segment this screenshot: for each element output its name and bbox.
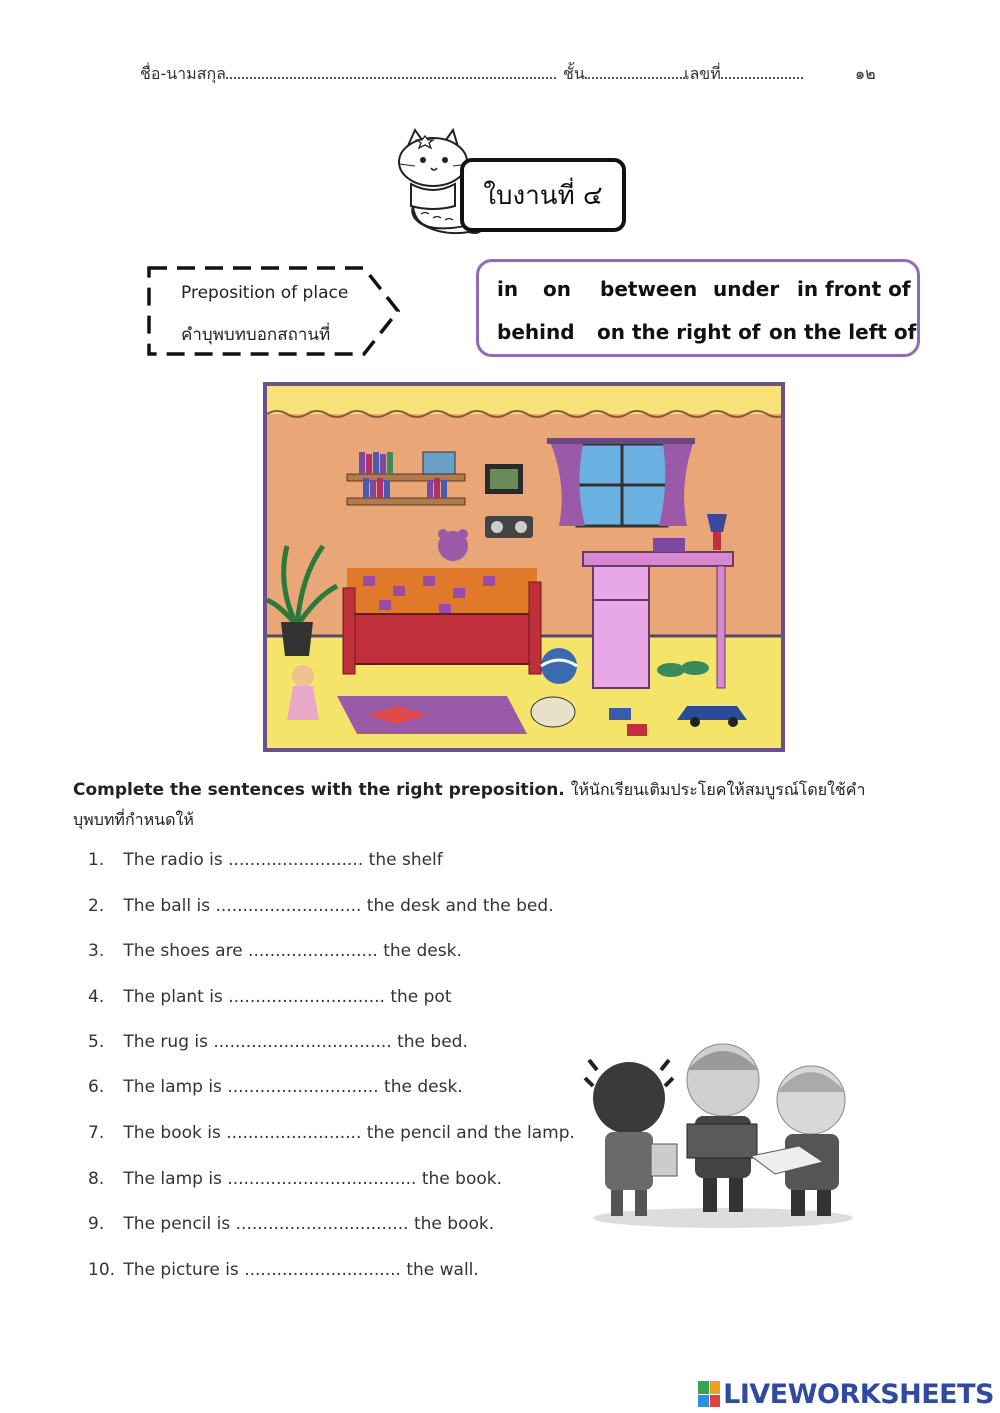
liveworksheets-logo[interactable] [698,1377,994,1411]
question-number: 9. [88,1214,105,1234]
question-item [88,1214,494,1234]
answer-blank[interactable]: ................................... [227,1169,417,1189]
worksheet-title-area [385,126,635,238]
question-text: The lamp is [123,1169,222,1189]
answer-blank[interactable]: ............................. [244,1260,401,1280]
question-item [88,896,554,916]
word-bank-item: on [543,277,571,301]
bedroom-drawing [267,386,781,748]
question-text: The plant is [123,987,223,1007]
class-field[interactable] [563,62,685,87]
student-info-header [0,62,1000,92]
question-number: 3. [88,941,105,961]
answer-blank[interactable]: ........................... [215,896,362,916]
word-bank-item: on the right of [597,320,761,344]
word-bank [476,259,920,357]
answer-blank[interactable]: ................................ [235,1214,409,1234]
word-bank-item: on the left of [769,320,917,344]
question-text: the pot [390,987,452,1007]
question-number: 8. [88,1169,105,1189]
question-item [88,1032,468,1052]
question-item [88,1123,575,1143]
question-text: The shoes are [123,941,243,961]
liveworksheets-logo-icon [698,1381,720,1407]
question-text: The ball is [123,896,211,916]
question-text: The radio is [123,850,223,870]
instructions-english: Complete the sentences with the right preposition. [73,780,565,800]
question-text: The picture is [123,1260,239,1280]
page-number: ๑๒ [855,64,876,83]
topic-thai: คำบุพบทบอกสถานที่ [181,325,331,345]
children-reading-illustration [583,1026,865,1230]
question-text: the shelf [368,850,443,870]
question-item [88,1260,479,1280]
question-text: the book. [421,1169,503,1189]
class-label: ชั้น [563,64,585,83]
question-number: 2. [88,896,105,916]
topic-english: Preposition of place [181,283,349,303]
question-text: the book. [413,1214,495,1234]
answer-blank[interactable]: ............................ [227,1077,379,1097]
question-text: the bed. [397,1032,468,1052]
question-item [88,850,443,870]
word-bank-item: under [713,277,780,301]
question-number: 4. [88,987,105,1007]
question-item [88,987,452,1007]
question-text: the desk. [383,941,462,961]
topic-label-box [146,265,406,357]
worksheet-title: ใบงานที่ ๔ [460,158,626,232]
answer-blank[interactable]: ........................ [248,941,378,961]
number-field[interactable] [684,62,803,87]
question-number: 1. [88,850,105,870]
brand-name: LIVEWORKSHEETS [723,1378,994,1410]
question-number: 10. [88,1260,116,1280]
question-text: the wall. [406,1260,479,1280]
question-item [88,941,462,961]
number-label: เลขที่ [684,64,721,83]
answer-blank[interactable]: ......................... [228,850,364,870]
question-text: The book is [123,1123,221,1143]
word-bank-item: behind [497,320,575,344]
question-text: the pencil and the lamp. [366,1123,575,1143]
answer-blank[interactable]: ......................... [226,1123,362,1143]
question-text: the desk and the bed. [366,896,554,916]
word-bank-item: between [600,277,698,301]
question-number: 6. [88,1077,105,1097]
bedroom-illustration [263,382,785,752]
word-bank-item: in front of [797,277,911,301]
question-text: The pencil is [123,1214,231,1234]
answer-blank[interactable]: ............................. [228,987,385,1007]
question-text: the desk. [384,1077,463,1097]
children-drawing [583,1026,865,1230]
question-number: 5. [88,1032,105,1052]
name-field[interactable] [140,62,556,87]
answer-blank[interactable]: ................................. [213,1032,392,1052]
instructions [73,775,873,835]
question-number: 7. [88,1123,105,1143]
instructions-thai: ให้นักเรียนเติมประโยคให้สมบูรณ์โดยใช้คำบุพบทที่กำหนดให้ [73,780,866,829]
question-item [88,1077,463,1097]
question-text: The rug is [123,1032,208,1052]
word-bank-item: in [497,277,519,301]
name-label: ชื่อ-นามสกุล [140,64,226,83]
question-text: The lamp is [123,1077,222,1097]
question-item [88,1169,502,1189]
